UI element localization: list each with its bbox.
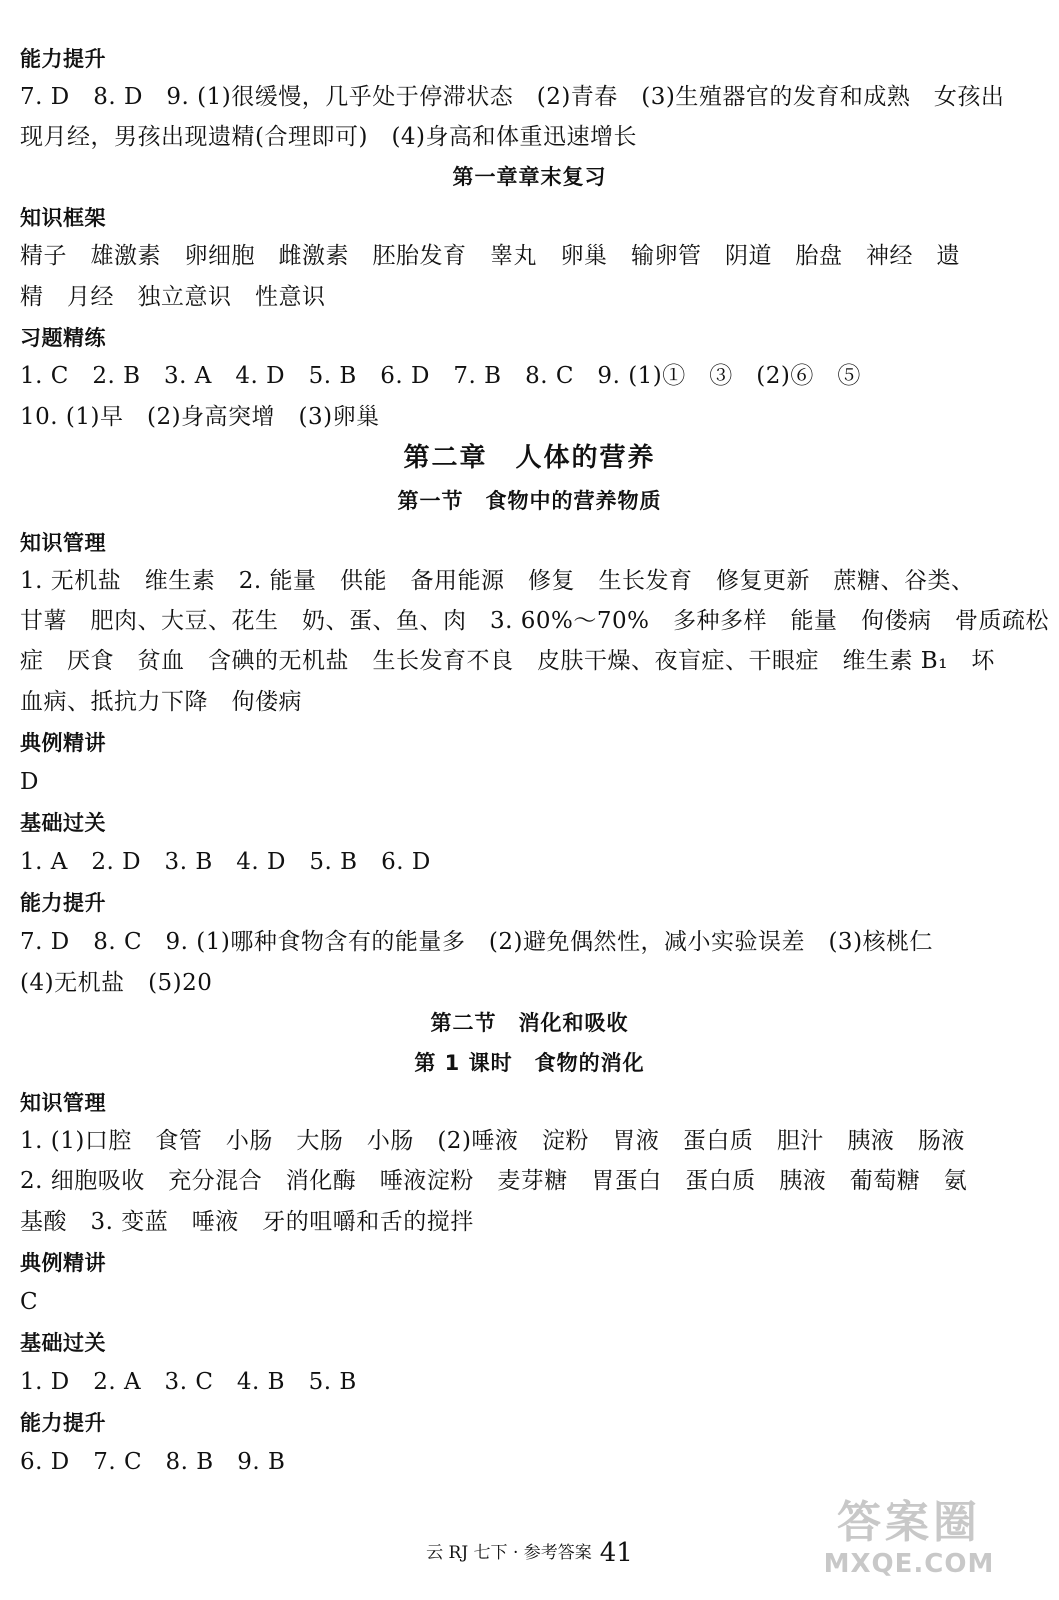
answer-line: 现月经，男孩出现遗精(合理即可) (4)身高和体重迅速增长: [20, 124, 638, 150]
answer-line: 症 厌食 贫血 含碘的无机盐 生长发育不良 皮肤干燥、夜盲症、干眼症 维生素 B₁ 坏: [20, 648, 995, 674]
section-title: 第二节 消化和吸收: [430, 1011, 629, 1035]
answer-line: 6. D 7. C 8. B 9. B: [20, 1449, 286, 1475]
answer-line: 1. C 2. B 3. A 4. D 5. B 6. D 7. B 8. C 9. (1)① ③ (2)⑥ ⑤: [20, 363, 861, 389]
answer-line: 7. D 8. C 9. (1)哪种食物含有的能量多 (2)避免偶然性，减小实验误差 (3)核桃仁: [20, 929, 934, 955]
section-title: 第一章章末复习: [452, 165, 607, 189]
subheading-exercises: 习题精练: [20, 326, 106, 350]
watermark-url: MXQE.COM: [823, 1549, 995, 1579]
answer-line: D: [20, 769, 39, 795]
answer-line: 7. D 8. D 9. (1)很缓慢，几乎处于停滞状态 (2)青春 (3)生殖器官的发育和成熟 女孩出: [20, 84, 1005, 110]
answer-line: 10. (1)早 (2)身高突增 (3)卵巢: [20, 404, 380, 430]
subheading-ability: 能力提升: [20, 47, 106, 71]
subheading-basic: 基础过关: [20, 811, 106, 835]
subheading-example: 典例精讲: [20, 1251, 106, 1275]
subheading-ability: 能力提升: [20, 1411, 106, 1435]
answer-line: 血病、抵抗力下降 佝偻病: [20, 689, 302, 715]
subheading-basic: 基础过关: [20, 1331, 106, 1355]
subheading-framework: 知识框架: [20, 206, 106, 230]
watermark-title: 答案圈: [837, 1497, 981, 1548]
answer-line: 精 月经 独立意识 性意识: [20, 284, 326, 310]
answer-line: 基酸 3. 变蓝 唾液 牙的咀嚼和舌的搅拌: [20, 1209, 474, 1235]
subheading-knowledge: 知识管理: [20, 531, 106, 555]
lesson-title: 第 1 课时 食物的消化: [414, 1051, 645, 1075]
section-title: 第一节 食物中的营养物质: [397, 489, 662, 513]
answer-line: (4)无机盐 (5)20: [20, 970, 213, 996]
answer-line: 精子 雄激素 卵细胞 雌激素 胚胎发育 睾丸 卵巢 输卵管 阴道 胎盘 神经 遗: [20, 243, 960, 269]
watermark-logo: [809, 1497, 1009, 1592]
answer-line: 1. 无机盐 维生素 2. 能量 供能 备用能源 修复 生长发育 修复更新 蔗糖、谷类、: [20, 568, 975, 594]
answer-line: 1. D 2. A 3. C 4. B 5. B: [20, 1369, 357, 1395]
page-number: 41: [599, 1538, 633, 1568]
subheading-ability: 能力提升: [20, 891, 106, 915]
footer-text: 云 RJ 七下 · 参考答案: [426, 1543, 592, 1563]
answer-line: 1. (1)口腔 食管 小肠 大肠 小肠 (2)唾液 淀粉 胃液 蛋白质 胆汁 胰液 肠液: [20, 1128, 965, 1154]
answer-line: 2. 细胞吸收 充分混合 消化酶 唾液淀粉 麦芽糖 胃蛋白 蛋白质 胰液 葡萄糖 氨: [20, 1168, 968, 1194]
answer-line: 1. A 2. D 3. B 4. D 5. B 6. D: [20, 849, 431, 875]
subheading-knowledge: 知识管理: [20, 1091, 106, 1115]
answer-line: C: [20, 1289, 39, 1315]
subheading-example: 典例精讲: [20, 731, 106, 755]
answer-line: 甘薯 肥肉、大豆、花生 奶、蛋、鱼、肉 3. 60%～70% 多种多样 能量 佝偻病 骨质疏松: [20, 608, 1049, 634]
chapter-title: 第二章 人体的营养: [403, 443, 656, 473]
